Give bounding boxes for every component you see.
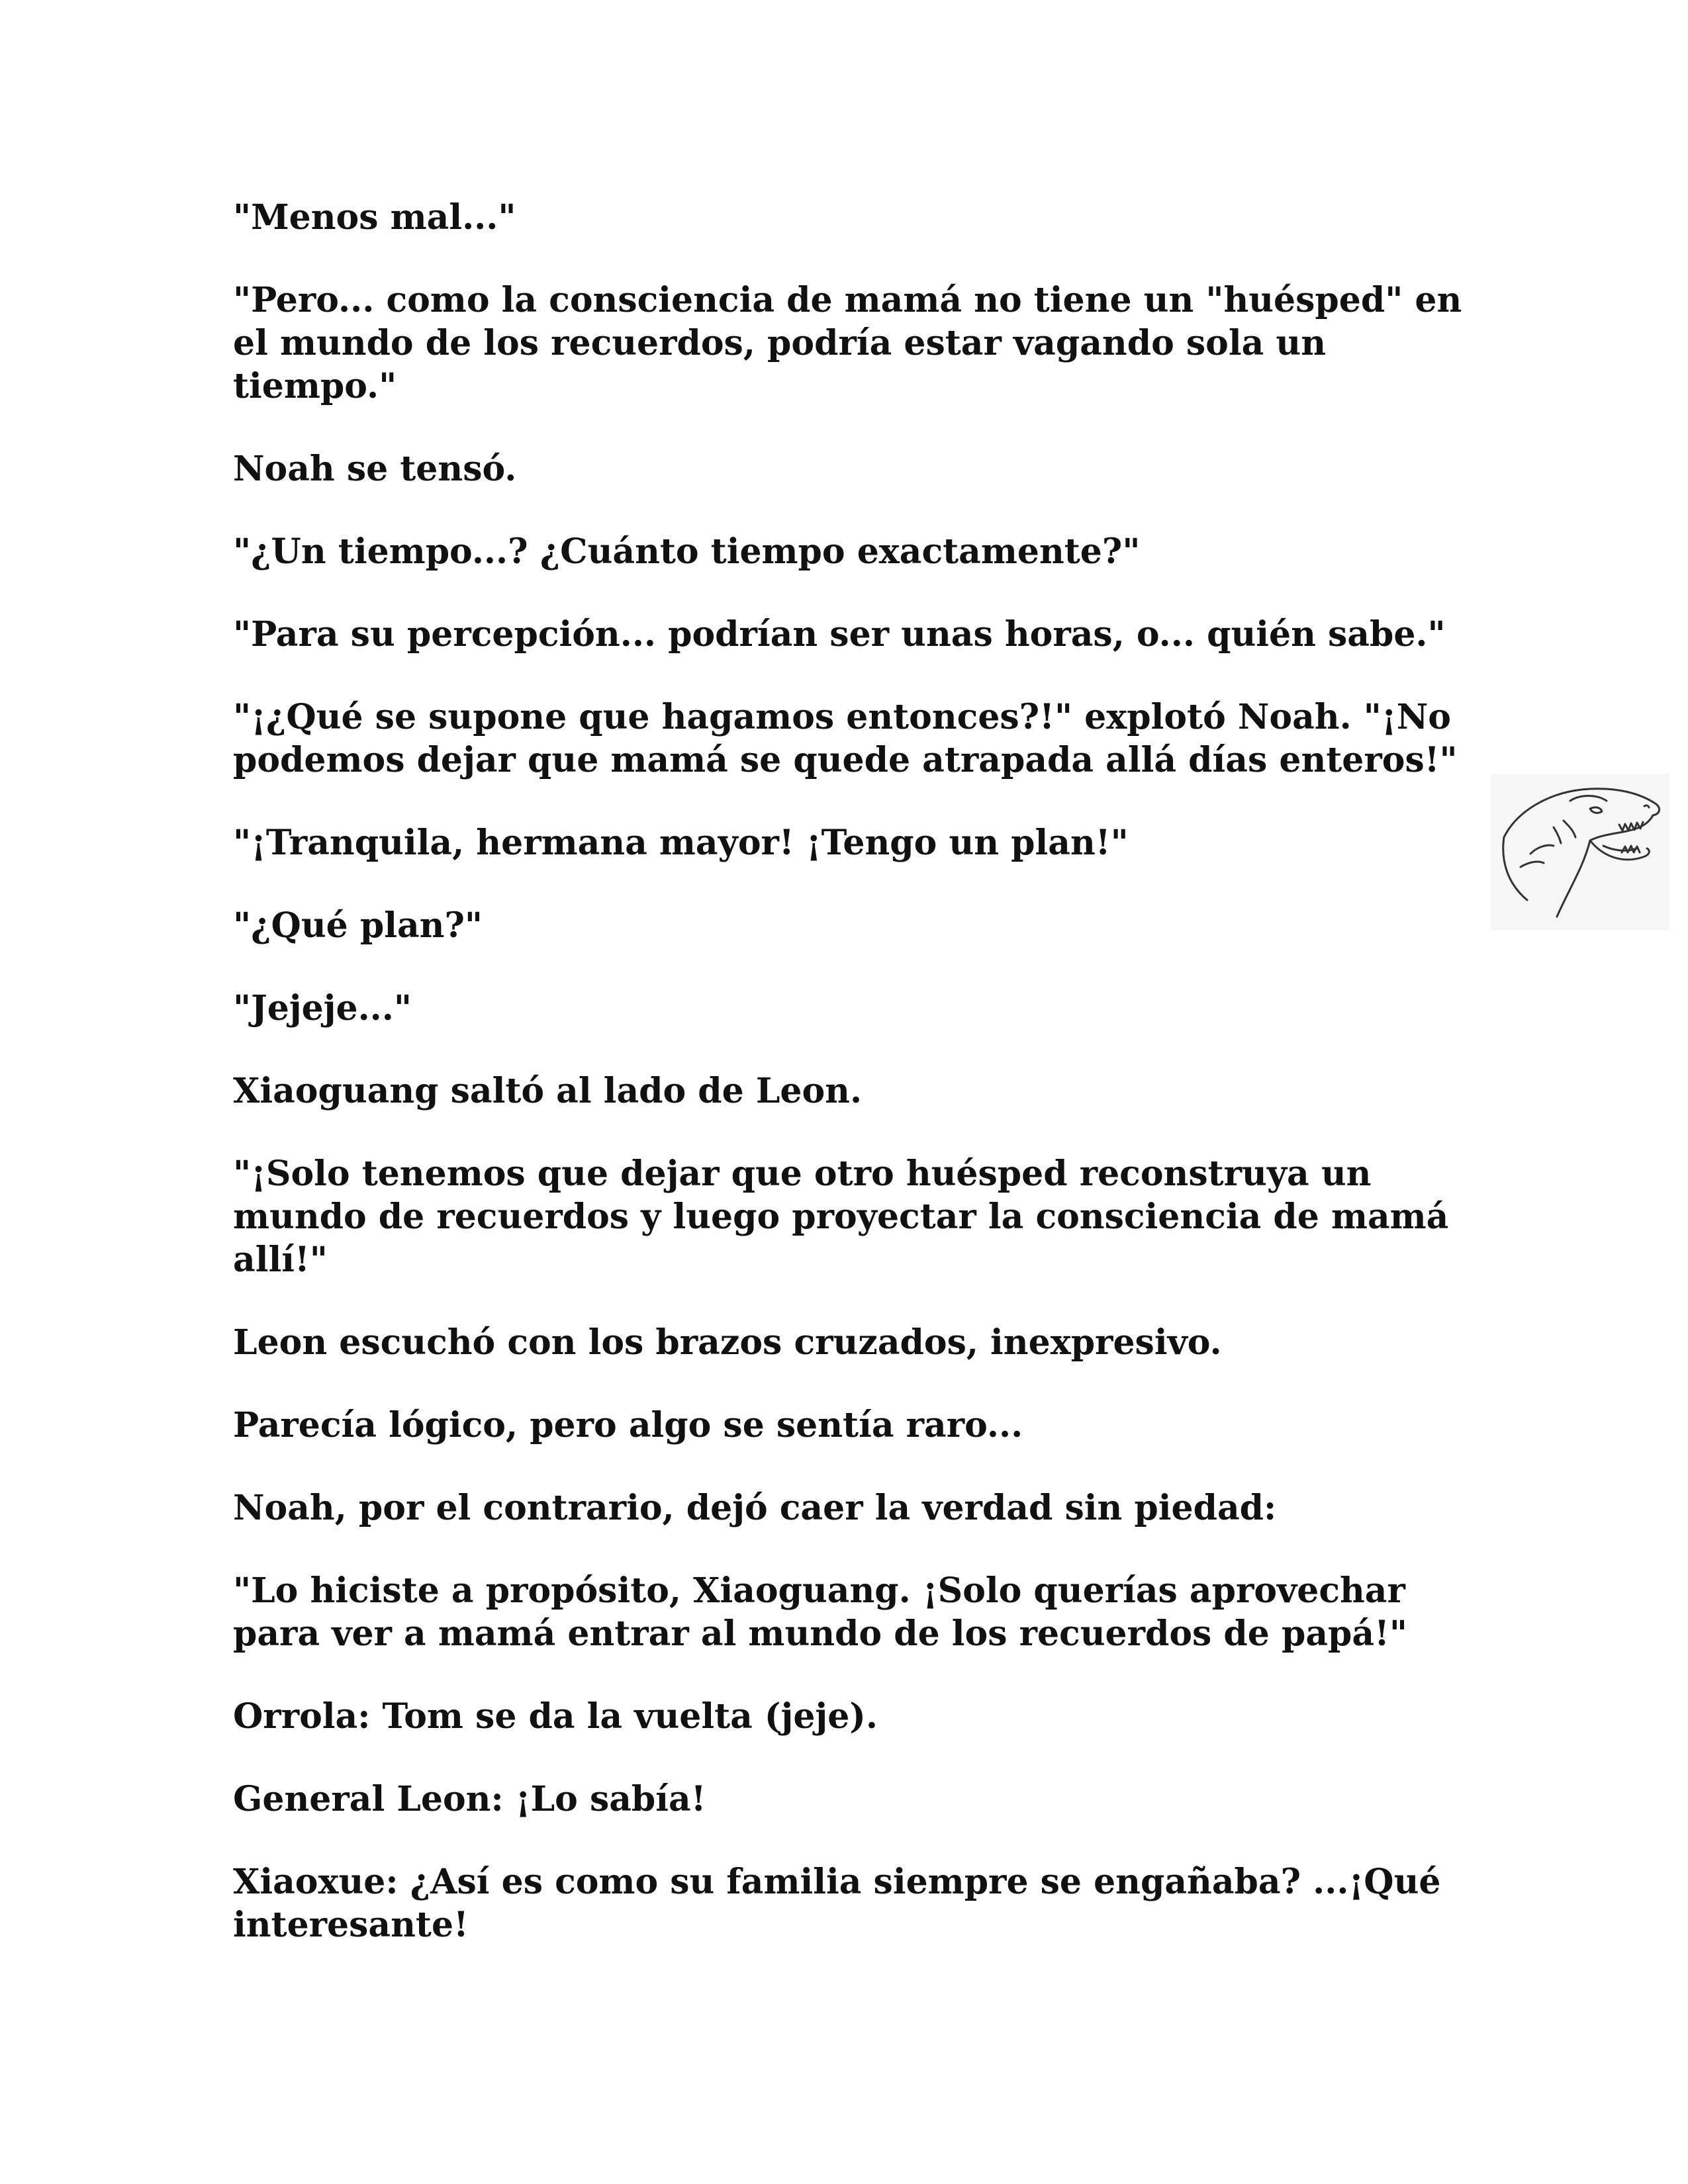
- paragraph: Orrola: Tom se da la vuelta (jeje).: [233, 1696, 878, 1737]
- paragraph: "¡Solo tenemos que dejar que otro huésped reconstruya un mundo de recuerdos y luego proyectar la consciencia de mamá allí!": [233, 1154, 1449, 1280]
- paragraph: "Lo hiciste a propósito, Xiaoguang. ¡Solo querías aprovechar para ver a mamá entrar al mundo de los recuerdos de papá!": [233, 1570, 1407, 1654]
- paragraph: "Pero... como la consciencia de mamá no tiene un "huésped" en el mundo de los recuerdos, podría estar vagando sola un tiempo.": [233, 280, 1462, 406]
- paragraph: Parecía lógico, pero algo se sentía raro...: [233, 1405, 1023, 1445]
- paragraph: "¿Qué plan?": [233, 905, 483, 946]
- paragraph: Noah, por el contrario, dejó caer la verdad sin piedad:: [233, 1488, 1277, 1528]
- paragraph: Xiaoxue: ¿Así es como su familia siempre se engañaba? ...¡Qué interesante!: [233, 1862, 1441, 1945]
- paragraph: "Jejeje...": [233, 988, 412, 1028]
- paragraph: Leon escuchó con los brazos cruzados, inexpresivo.: [233, 1322, 1222, 1363]
- paragraph: "¡¿Qué se supone que hagamos entonces?!" explotó Noah. "¡No podemos dejar que mamá se quede atrapada allá días enteros!": [233, 697, 1458, 780]
- paragraph: "Menos mal...": [233, 197, 516, 238]
- paragraph: Xiaoguang saltó al lado de Leon.: [233, 1071, 863, 1111]
- dinosaur-head-sketch-icon: [1491, 774, 1669, 930]
- paragraph: Noah se tensó.: [233, 449, 517, 489]
- paragraph: "¡Tranquila, hermana mayor! ¡Tengo un plan!": [233, 823, 1129, 863]
- paragraph: General Leon: ¡Lo sabía!: [233, 1779, 706, 1819]
- paragraph: "¿Un tiempo...? ¿Cuánto tiempo exactamente?": [233, 531, 1141, 572]
- story-text: [233, 196, 1477, 1986]
- paragraph: "Para su percepción... podrían ser unas horas, o... quién sabe.": [233, 614, 1446, 655]
